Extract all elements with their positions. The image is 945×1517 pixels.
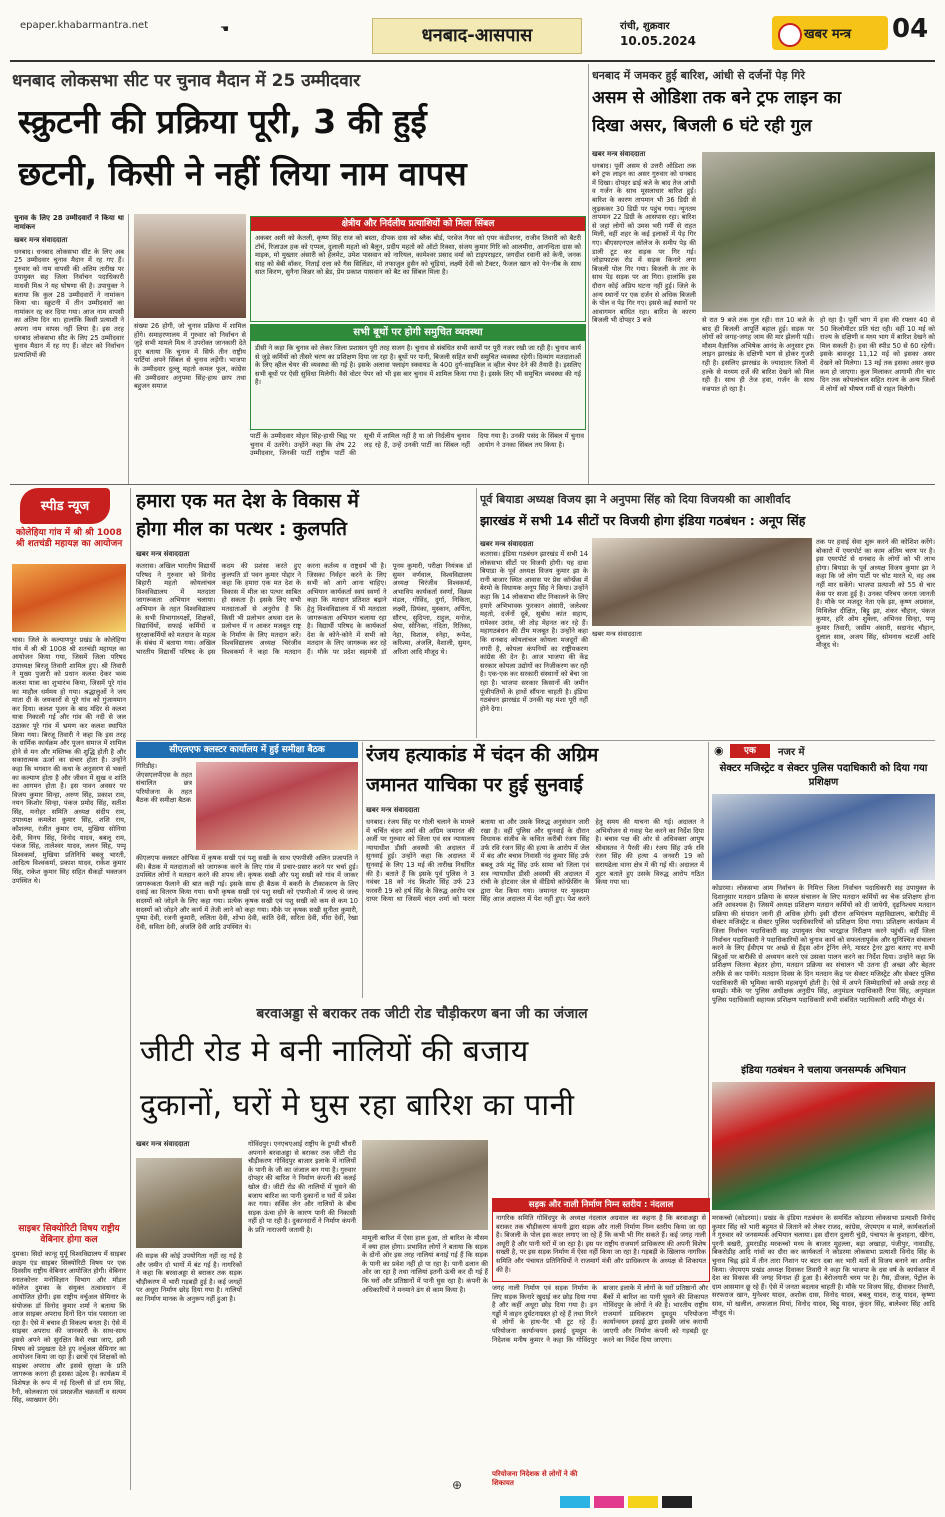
story1-headline-1: स्क्रुटनी की प्रक्रिया पूरी, 3 की हुई xyxy=(18,102,427,141)
story8-box2-title: परियोजना निदेशक से लोगों ने की शिकायत xyxy=(492,1470,578,1487)
eye-icon: ◉ xyxy=(714,744,724,757)
story2-reporter: खबर मन्त्र संवाददाता xyxy=(592,150,646,158)
swatch-cyan xyxy=(560,1496,590,1508)
brand-logo-icon xyxy=(778,23,802,47)
story-rain-trough xyxy=(592,64,935,484)
story4-text-b: तक पर हवाई सेवा शुरू करने की कोशिश करेंगे। बोकारो में एयरपोर्ट का काम अंतिम चरण पर है। इस एयरपोर्ट से धनबाद के लोगों को भी लाभ होगा। बियाडा के पूर्व अध्यक्ष विजय कुमार झा ने कहा कि जो लोग पार्टी पर चोट मारते थे, वह अब नहीं मार सकेंगे। भाजपा प्रत्याशी को 55 से चार केस पर सजा हुई है। उनका परिचय जनता जानती है। मौके पर मजदूर नेता एके झा, कृष्ण अग्रवाल, मिथिलेश दीक्षित, बिट्टू झा, शंकर चौहान, पंकज कुमार, हरि ओम शुक्ला, अभिनव सिन्हा, पप्पू कुमार तिवारी, जसीम अंसारी, सदानंद चौहान, दुलाल साव, अजय सिंह, सोमनाथ चटर्जी आदि मौजूद थे। xyxy=(816,538,935,650)
epaper-url[interactable]: epaper.khabarmantra.net xyxy=(20,20,149,31)
story1-text-b: संख्या 26 होगी, जो चुनाव प्रक्रिया में शामिल होंगे। समाहरणालय में गुरुवार को निर्वाचन से जुड़े सभी मामले मिश्र ने उपरोक्त जानकारी देते हुए बताया कि चुनाव में सिर्फ तीन राष्ट्रीय पार्टियां अपने सिंबल से चुनाव लड़ेंगी। भाजपा के उम्मीदवार दुल्लू महतो कमल फूल, कांग्रेस की उम्मीदवार अनुपमा सिंह-हाथ छाप तथा बहुजन समाज xyxy=(134,322,246,391)
booth-box-text: डीसी ने कहा कि चुनाव को लेकर जिला प्रशासन पूरी तरह सजग है। चुनाव से संबंधित सभी कार्यों पर पूरी नजर रखी जा रही है। चुनाव कार्य से जुड़े कर्मियों को तीसरे चरण का प्रशिक्षण दिया जा रहा है। बूथों पर पानी, बिजली सहित सभी समुचित व्यवस्था रहेगी। दिव्यांग मतदाताओं के लिए व्हील चेयर की व्यवस्था की गई है। इसके अलावा फ्लाइंग स्क्वायड के 400 दुर्ग-साइकिल व व्हील चेयर देने की तैयारी है। इसलिए सभी बूथों पर ऐसी सुविधा मिलेगी। वैसे वोटर पेपर को भी इस बार चुनाव में शामिल किया गया है। इसके लिए भी समुचित व्यवस्था की गई है। xyxy=(255,344,581,387)
story2-headline-1: असम से ओडिशा तक बने ट्रफ लाइन का xyxy=(592,88,842,108)
story2-col-c: हो रहा है। पूर्वी भाग में हवा की रफ्तार 40 से 50 किलोमीटर प्रति घंटा रही। वहीं 10 मई को राज्य के दक्षिणी व मध्य भाग में बारिश देखने को मिल सकती है। हवा की स्पीड 50 से 60 रहेगी। इसके बावजूद 11,12 मई को इसका असर देखने को मिलेगा। 13 मई तक इसका असर कुछ कम हो जाएगा। कुल मिलाकर आगामी तीन चार दिन तक कोयलांचल सहित राज्य के अन्य जिलों में लोगों को भीषण गर्मी से राहत मिलेगी। xyxy=(820,316,935,393)
story5-headline: सीएलएफ क्लस्टर कार्यालय में हुई समीक्षा बैठक xyxy=(136,742,358,758)
story2-headline-2: दिखा असर, बिजली 6 घंटे रही गुल xyxy=(592,116,812,136)
story5-text-b: कीएलएफ क्लस्टर ऑफिस में कृषक सखी एवं पशु सखी के साथ एफपीसी अलिन प्रजापति ने की। बैठक में मतदाताओं को जागरूक करने के लिए गांव में प्रचार-प्रसार करने पर चर्चा हुई। उपस्थित लोगों ने मतदान करने की शपथ ली। कृषक सखी और पशु सखी को गांव में जाकर जागरूकता फैलाने की बात कही गई। इसके साथ ही बैठक में बकरी के टीकाकरण के लिए दवाई का वितरण किया गया। सभी कृषक सखी एवं पशु सखी को एफपीओ में जल्द से जल्द सदस्यों को जोड़ने के लिए कहा गया। प्रत्येक कृषक सखी एवं पशु सखी को कम से कम 10 सदस्यों को जोड़ने और कार्य में तेजी लाने को कहा गया। मौके पर कृषक सखी सुनीता कुमारी, पुष्पा देवी, रजनी कुमारी, ललिता देवी, शोभा देवी, कांति देवी, सरिता देवी, मीरा देवी, रेखा देवी, सविता देवी, अंजलि देवी आदि उपस्थित थे। xyxy=(136,854,358,931)
story8-headline-1: जीटी रोड मे बनी नालियों की बजाय xyxy=(140,1034,529,1069)
story3-text: कतरास। अखिल भारतीय विद्यार्थी परिषद ने गुरुवार को विनोद बिहारी महतो कोयलांचल विश्वविद्यालय में मतदाता जागरूकता अभियान चलाया। अभियान के तहत विश्वविद्यालय के सभी विभागाध्यक्षों, शिक्षकों, विद्यार्थियों, सफाई कर्मियों व सुरक्षाकर्मियों को मतदान के महत्व के संबंध में बताया गया। अखिल भारतीय विद्यार्थी परिषद के इस कदम की प्रशंसा करते हुए कुलपति डॉ पवन कुमार पोद्दार ने कहा कि हमारा एक मत देश के विकास में मील का पत्थर साबित हो सकता है। इसके लिए सभी मतदाताओं से अनुरोध है कि किसी भी प्रलोभन अथवा दल के प्रलोभन में न आकर मजबूत राष्ट्र के निर्माण के लिए मतदान करें। विश्वविद्यालय अध्यक्ष चिरंजीव विश्वकर्मा ने कहा कि मतदान करना कर्तव्य व राष्ट्रधर्म भी है। जिसका निर्वहन करने के लिए सभी को आगे आना चाहिए। अभियान कार्यकर्ता स्वयं स्वर्णा ने कहा कि मतदान प्रतिशत बढ़ाने हेतु विश्वविद्यालय में भी मतदाता जागरूकता अभियान चलाया रहा है। विद्यार्थी परिषद के कार्यकर्ता देश के कोने-कोने में सभी को मतदान के लिए जागरूक कर रहे हैं। मौके पर प्रदेश सहमंत्री डॉ पूनम कुमारी, परीक्षा नियंत्रक डॉ सुमन वर्णवाल, विश्वविद्यालय अध्यक्ष चिरंजीव विश्वकर्मा, अभाविप कार्यकर्ता स्वर्णा, विक्रम मंडल, गोविंद, दुर्गा, निकिता, लक्ष्मी, प्रियंका, मुस्कान, अर्पिता, सौरभ, सुदिप्ता, राहुल, मनोज, श्रेया, सोनिका, नंदिता, रितिका, नेहा, विशाल, स्नेहा, रूपेश, करिश्मा, अंजलि, वैशाली, सुमन, अरिशा आदि मौजूद थे। xyxy=(136,562,472,656)
waterlogged-road-photo xyxy=(136,1158,242,1248)
cursor-icon: ☚ xyxy=(220,24,229,35)
story1-col-c: पार्टी के उम्मीदवार मोहन सिंह-हाथी चिह्न पर चुनाव में उतरेंगे। उन्होंने कहा कि शेष 22 उम्मीदवार, जिनकी पार्टी राष्ट्रीय पार्टी की सूची में शामिल नहीं है या जो निर्दलीय चुनाव लड़ रहे हैं, उन्हें उनकी पार्टी का सिंबल नहीं दिया गया है। उनकी पसंद के सिंबल में चुनाव आयोग ने उनका सिंबल तय किया है। xyxy=(250,432,584,458)
registration-mark-icon: ⊕ xyxy=(452,1478,463,1492)
story1-side-note: चुनाव के लिए 28 उम्मीदवारों ने किया था नामांकन xyxy=(14,214,124,231)
masthead xyxy=(0,0,945,62)
fallen-tree-photo xyxy=(702,152,935,312)
story4-headline: झारखंड में सभी 14 सीटों पर विजयी होगा इंडिया गठबंधन : अनूप सिंह xyxy=(480,513,806,528)
story5-text-a: गिरिडीह। जेएसएलपीएस के तहत संचालित छत्र परियोजना के तहत बैठक की समीक्षा बैठक xyxy=(136,762,192,805)
story7-text: मरकच्चो (कोडरमा)। प्रखंड के इंडिया गठबंधन के समर्थित कोडरमा लोकसभा प्रत्याशी विनोद कुमार सिंह को भारी बहुमत से जिताने को लेकर राजद, कांग्रेस, जेएमएम व माले, कार्यकर्ताओं ने गुरुवार को जनसम्पर्क अभियान चलाया। इस दौरान दुलारी चुंडी, पंचायत के कुशहना, खैरेना, पुरनी बखरी, डुमराडीह मरकच्चो मध्य के बाजार मुहल्ला, बड़ा अखाड़ा, पंजीपुर, नावाडीह, बिकरोडीह आदि गांवों का दौरा कर कार्यकर्ता ने कोडरमा लोकसभा प्रत्याशी विनोद सिंह के चुनाव चिह्न झंडे में तीन तारा निशान पर बटन दबा कर भारी मतों से विजय बनाने का अपील किया। जेएमएम प्रखंड अध्यक्ष दिवाकर तिवारी ने कहा कि भाजपा के दस वर्ष के कार्यकाल में देश का विकास की जगह विनाश ही हुआ है। बेरोजगारी चरम पर है। गैस, डीजल, पेट्रोल के दाम आसमान छू रहे हैं। ऐसे में जनता बदलाव चाहती है। मौके पर विजय सिंह, दीवाकर तिवारी, सरफराज खान, मुनेश्वर यादव, अशोक दास, विनोद यादव, बबलू यादव, राजू यादव, कृष्णा साव, मो खलील, अफजाल मियां, विनोद यादव, बिट्टू यादव, कुंदन सिंह, बालेश्वर सिंह आदि मौजूद थे। xyxy=(712,1214,935,1317)
ek-nazar-badge-2: नजर में xyxy=(778,747,805,758)
story1-col-a xyxy=(14,214,124,484)
story8-kicker: बरवाअड्डा से बराकर तक जीटी रोड चौड़ीकरण बना जी का जंजाल xyxy=(256,1006,588,1022)
symbols-box xyxy=(250,216,586,322)
story6-headline-1: रंजय हत्याकांड में चंदन की अग्रिम xyxy=(366,744,599,766)
swatch-black xyxy=(662,1496,692,1508)
ek-nazar-badge-1: एक xyxy=(730,744,770,758)
story8-text-b: मामूली बारिश में ऐसा हाल हुआ, तो बारिश के मौसम में क्या हाल होगा। प्रभावित लोगों ने बताया कि सड़क के दोनों ओर इस तरह नालियां बनाई गई हैं कि सड़क के पानी का प्रवेश नहीं हो पा रहा है। पानी ढलान की ओर जा रहा है तथा नालियां इतनी ऊंची कर दी गई हैं कि घरों और प्रतिष्ठानों में पानी घुस रहा है। कंपनी के अधिकारियों ने मनमाने ढंग से काम किया है। xyxy=(362,1234,488,1294)
story8-text-c: की सड़क की कोई उपयोगिता नहीं रह गई है और जमीन दो भागों में बंट गई है। नागरिकों ने कहा कि बरवाअड्डा से बराकर तक सड़क चौड़ीकरण में भारी गड़बड़ी हुई है। कई जगहों पर अधूरा निर्माण छोड़ दिया गया है। नालियों का निर्माण मानक के अनुरूप नहीं हुआ है। xyxy=(136,1252,242,1303)
speed-news-item1-text: चास। जिले के कल्याणपुर प्रखंड के कोलेहिया गांव में श्री श्री 1008 श्री शतचंडी महायज्ञ का आयोजन किया गया, जिसमें जिला परिषद उपाध्यक्ष बिरजू तिवारी शामिल हुए। श्री तिवारी ने मुख्य पुजारी को प्रधान कलश देकर भव्य कलश यात्रा का शुभारंभ किया, जिसमें पूरे गांव का माहौल धर्ममय हो गया। श्रद्धालुओं ने जय माता दी के जयकारों से पूरे गांव को गुंजायमान कर दिया। कलश पूजन के बाद मंदिर से कलश यात्रा निकाली गई और गांव की नदी से जल उठाकर पूरे गांव में भ्रमण कर कलश स्थापित किया गया। बिरजू तिवारी ने कहा कि इस तरह के धार्मिक कार्यक्रम और पूजन समाज में शामिल होने से मन और मस्तिष्क की शुद्धि होती है और सकारात्मक ऊर्जा का संचार होता है। उन्होंने कहा कि भगवान की कथा के अनुसरण से भक्तों का कल्याण होता है और जीवन में सुख व शांति का आगमन होता है। इस पावन अवसर पर विजय कुमार सिन्हा, अरुण सिंह, प्रकाश राम, नयन किशोर सिन्हा, पंकज प्रमोद सिंह, सतीश सिंह, मनोहर समिति अध्यक्ष संदीप राम, उपाध्यक्ष कमलेश कुमार सिंह, शशि राय, कौशल्या, रंजीत कुमार राम, मुखिया सोनिया देवी, विनय सिंह, विनोद यादव, बबलू राम, पंकज सिंह, तालेश्वर यादव, ललन सिंह, पप्पू विश्वकर्मा, मुखिया प्रतिनिधि बबलू भारती, आदित्य विश्वकर्मा, प्रकाश यादव, राकेश कुमार सिंह, राकेश कुमार सिंह सहित सैकड़ों भक्तजन उपस्थित थे। xyxy=(12,636,126,885)
ek-nazar-headline: सेक्टर मजिस्ट्रेट व सेक्टर पुलिस पदाधिकारी को दिया गया प्रशिक्षण xyxy=(719,763,928,788)
press-conference-photo xyxy=(592,538,812,626)
brand-name: खबर मन्त्र xyxy=(804,27,852,42)
ek-nazar-badge xyxy=(712,742,935,760)
story8-reporter: खबर मन्त्र संवाददाता xyxy=(136,1140,190,1148)
meeting-photo xyxy=(196,762,358,850)
section-title: धनबाद-आसपास xyxy=(421,25,533,46)
story8-text-a: गोविंदपुर। एनएचएआई राष्ट्रीय के टुण्डी चौधरी अपनाने बरवाअड्डा से बराकर तक जीटी रोड चौड़ीकरण गोविंदपुर बाजार इलाके में नालियों के पानी के जी का जंजाल बन गया है। गुरुवार दोपहर की बारिश ने निर्माण कंपनी की कलई खोल दी। जीटी रोड की नालियों में घुसने की बजाय बारिश का पानी दुकानों व घरों में प्रवेश कर गया। सर्विस लेन और नालियों के बीच सड़क ऊंचा होने के कारण पानी की निकासी नहीं हो पा रही है। दुकानदारों ने निर्माण कंपनी के प्रति नाराजगी जतायी है। xyxy=(248,1140,356,1234)
story-clf-meeting xyxy=(136,742,358,998)
story3-headline-2: होगा मील का पत्थर : कुलपति xyxy=(136,518,347,540)
ek-nazar-text: कोडरमा। लोकसभा आम निर्वाचन के निमित्त जिला निर्वाचन पदाधिकारी सह उपायुक्त के दिशानुसार मतदान प्रक्रिया के सफल संचालन के लिए मतदान कर्मियों का चेक प्रशिक्षण होना अति आवश्यक है। जिसमें अध्यक्ष प्रशिक्षण मतदान कर्मियों को दी जायेगी, दृढ़निश्चय मतदान प्रक्रिया की संपादन जानी ही अधिक होगी। इसी दौरान अभियंत्रण महाविद्यालय, बारीडीह में सेक्टर मजिस्ट्रेट व सेक्टर पुलिस पदाधिकारियों को प्रशिक्षण दिया गया। प्रशिक्षण कार्यक्रम में जिला निर्वाचन पदाधिकारी सह उपायुक्त मेघा भारद्वाज निरीक्षण करने पहुंचीं। वहीं जिला निर्वाचन पदाधिकारी ने पदाधिकारियों को चुनाव कार्य को सफलतापूर्वक और सुनिश्चित संचालन करने के लिए ईवीएम पर अच्छे से हैंड्स ऑन ट्रेनिंग लेने, मास्टर ट्रेनर द्वारा बताए गए सभी बिंदुओं पर बारीकी से अध्ययन करने एवं उसका पालन करने का निर्देश दिया। उन्होंने कहा कि प्रशिक्षण जितना बेहतर होगा, मतदान प्रक्रिया का संचालन भी उतना ही अच्छा और बेहतर तरीके से कर पायेंगे। मतदान दिवस के दिन मतदान केंद्र पर सेक्टर मजिस्ट्रेट और सेक्टर पुलिस पदाधिकारी की भूमिका काफी महत्वपूर्ण होती है। ऐसे में अपने जिम्मेदारियों को अच्छे तरह से समझें। मौके पर पुलिस अधीक्षक अनुदीप सिंह, अनुमंडल पदाधिकारी रिया सिंह, अनुमंडल पुलिस पदाधिकारी सहायक प्रशिक्षण पदाधिकारी सभी संबंधित पदाधिकारी आदि मौजूद थे। xyxy=(712,884,935,1004)
symbols-box-text: अकबर अली को केतली, कृष्ण सिंह राज को बस्ता, दीपक दास को ब्लैक बोर्ड, परवेज नैयर को एयर कंडीशनर, राजीव तिवारी को बैटरी टॉर्च, रिजाउल हक को एप्पल, दुलाली महतो को बैलून, प्रदीप महतो को ऑटो रिक्शा, संजय कुमार गिरि को आलमीरा, आनन्दिता दास को माइक, मो मुख्तार अंसारी को हेलमेट, उमेश पासवान को नारियल, कामेश्वर प्रसाद वर्मा को टाइपराइटर, जगदीश रवानी को केनी, जनक साह को बेबी वॉकर, निताई दत्ता को गैस सिलिंडर, मो तफाजुल हुसैन को चूड़ियां, लक्ष्मी देवी को टैक्टर, फैजल खान को पेन-नीब के साथ सात किरण, सुनैना किन्नर को ब्रेड, प्रेम प्रकाश पासवान को बैट का सिंबल मिला है। xyxy=(255,234,581,277)
story-ranjay-case xyxy=(366,742,704,998)
swatch-magenta xyxy=(594,1496,624,1508)
speed-news-item1-title: कोलेहिया गांव में श्री श्री 1008 श्री शतचंडी महायज्ञ का आयोजन xyxy=(15,528,123,549)
registration-strip xyxy=(560,1496,930,1510)
speed-news-badge xyxy=(20,488,110,524)
nandlal-box xyxy=(492,1198,710,1282)
story7-headline: इंडिया गठबंधन ने चलाया जनसम्पर्क अभियान xyxy=(741,1065,906,1076)
story-vote-kulpati xyxy=(136,488,472,738)
story-gt-road xyxy=(136,1000,708,1490)
story-india-alliance xyxy=(480,488,935,738)
story4-reporter: खबर मन्त्र संवाददाता xyxy=(480,540,534,548)
swatch-yellow xyxy=(628,1496,658,1508)
story2-col-a xyxy=(592,150,696,484)
story6-text: धनबाद। रंजय सिंह पर गोली चलाने के मामले में चर्चित चंदन शर्मा की अग्रिम जमानत की अर्जी पर गुरुवार को जिला एवं सत्र न्यायालय न्यायाधीश डीसी अवस्थी की अदालत में सुनवाई हुई। उन्होंने कहा कि अदालत में सुनवाई के लिए 13 मई की तारीख निर्धारित की है। बताते हैं कि इसके पूर्व पुलिस ने 3 नवंबर 18 को नंद किशोर सिंह उर्फ 23 फरवरी 19 को हर्ष सिंह के विरुद्ध आरोप पत्र दायर किया था जिसमें चंदन शर्मा को फरार बताया था और उसके विरुद्ध अनुसंधान जारी रखा है। वहीं पुलिस और सुनवाई के दौरान विधायक संजीव के कथित करीबी रंजय सिंह उर्फ रवि रंजन सिंह की हत्या के आरोप में जेल में बंद और बचाव निवासी नंद कुमार सिंह उर्फ बबलू उर्फ मंटू सिंह उर्फ सामा को जिला एवं सत्र न्यायाधीश डीसी अवस्थी की अदालत में रांची के होटवार जेल से वीडियो कॉन्फ्रेंसिंग के द्वारा पेश किया गया। जमानत पर मुकदमा सिंह आज अदालत में पेश नहीं हुए। पेश करने हेतु समय की याचना की गई। अदालत ने अभियोजन से गवाह पेश करने का निर्देश दिया है। बचाव पक्ष की ओर से अधिवक्ता आयुष श्रीवास्तव ने पैरवी की। रंजय सिंह उर्फ रवि रंजन सिंह की हत्या 4 जनवरी 19 को सरायढेला थाना क्षेत्र में की गई थी। अदालत में शूटर बताते हुए उसके विरुद्ध आरोप गठित किया गया था। xyxy=(366,818,704,904)
story4-reporter-note: खबर मन्त्र संवाददाता xyxy=(592,630,642,638)
speed-news-item2-text: दुमका। सिदो कान्हू मुर्मू विश्वविद्यालय में साइबर क्राइम एंड साइबर सिक्योरिटी विषय पर एक दिवसीय राष्ट्रीय वेबिनार आयोजित होगी। वेबिनार स्नातकोत्तर मनोविज्ञान विभाग और मॉडल कॉलेज दुमका के संयुक्त तत्वावधान में आयोजित होगी। इस राष्ट्रीय वर्चुअल सेमिनार के संयोजक डॉ विनोद कुमार शर्मा ने बताया कि आज साइबर अपराध दिनों दिन पांव पसारता जा रहा है। ऐसे में बचाव ही विकल्प बनता है। ऐसे में साइबर अपराध की जानकारी के साथ-साथ इससे अपने को सुरक्षित कैसे रखा जाए, इसी विषय को प्रमुखता देते हुए वर्चुअल सेमिनार का आयोजन किया जा रहा है। छात्रों एवं शिक्षकों को साइबर अपराध और इससे सुरक्षा के प्रति जागरूक करना ही इसका उद्देश्य है। कार्यक्रम में विशेषज्ञ के रूप में नई दिल्ली से डॉ राम सिंह, रैनी, कोलकाता एवं प्रसन्नजीत चक्रवर्ती व सत्यम सिंह, व्याख्यान देंगे। xyxy=(12,1250,126,1405)
nandlal-box-text: नागरिक समिति गोविंदपुर के अध्यक्ष नंदलाल अग्रवाल का कहना है कि बरवाअड्डा से बराकर तक चौड़ीकरण कंपनी द्वारा सड़क और नाली निर्माण निम्न स्तरीय किया जा रहा है। बिजली के पोल इस कदर लगाए जा रहे हैं कि कभी भी गिर सकते हैं। कई जगह नाली अधूरी है और पानी घरों में जा रहा है। इस पर राष्ट्रीय राजमार्ग प्राधिकरण की अपनी विशेष सख्ती है, पर इस सड़क निर्माण में ऐसा नहीं किया जा रहा है। गड़बड़ी के खिलाफ नागरिक समिति और पंचायत प्रतिनिधियों ने राजमार्ग मंत्री और प्राधिकरण के अध्यक्ष से शिकायत की है। xyxy=(496,1214,706,1274)
campaign-photo xyxy=(712,1082,935,1210)
brand-block xyxy=(772,16,888,50)
story4-text-a-cont xyxy=(592,630,812,738)
place-day: रांची, शुक्रवार xyxy=(620,21,670,32)
story2-text-a: धनबाद। पूर्वी असम से उत्तरी ओडिशा तक बने ट्रफ लाइन का असर गुरुवार को धनबाद में दिखा। दोपहर ढाई बजे के बाद तेज आंधी व गर्जन के साथ मूसलाधार बारिश हुई। बारिश के कारण तापमान भी 36 डिग्री से लुढ़ककर 30 डिग्री पर पहुंच गया। न्यूनतम तापमान 22 डिग्री के आसपास रहा। बारिश से जहां लोगों को उमस भरी गर्मी से राहत मिली, वहीं शहर के कई इलाकों में पेड़ गिर गए। बीएसएनएल कॉलेज के समीप पेड़ की डाली टूट कर सड़क पर गिर गई। जोड़ाफाटक रोड में सड़क किनारे लगा बिजली पोल गिर गया। बिजली के तार के साथ पेड़ सड़क पर आ गिरा। हालांकि इस दौरान कोई अप्रिय घटना नहीं हुई। जिले के अन्य स्थानों पर एक दर्जन से अधिक बिजली के पोल व पेड़ गिर गए। इससे कई स्थानों पर आवागमन बाधित रहा। बारिश के कारण बिजली भी दोपहर 3 बजे xyxy=(592,161,696,325)
story1-text-a: धनबाद। धनबाद लोकसभा सीट के लिए अब 25 उम्मीदवार चुनाव मैदान में रह गए हैं। गुरुवार को नाम वापसी की अंतिम तारीख पर उपायुक्त सह जिला निर्वाचन पदाधिकारी माधवी मिश्र ने यह घोषणा की है। उपायुक्त ने बताया कि कुल 28 उम्मीदवारों ने नामांकन किया था। स्क्रुटनी में तीन उम्मीदवारों का नामांकन रद्द कर दिया गया। आज नाम वापसी का अंतिम दिन था। हालांकि किसी प्रत्याशी ने अपना नाम वापस नहीं लिया है। इस तरह धनबाद लोकसभा सीट के लिए 25 उम्मीदवार चुनाव मैदान में रह गए हैं। वोटर को निर्वाचन प्रत्याशियों की xyxy=(14,247,124,359)
story1-reporter: खबर मन्त्र संवाददाता xyxy=(14,236,68,244)
symbols-box-title: क्षेत्रीय और निर्दलीय प्रत्याशियों को मिला सिंबल xyxy=(251,217,585,231)
story3-reporter: खबर मन्त्र संवाददाता xyxy=(136,550,190,558)
speed-news-label: स्पीड न्यूज xyxy=(40,499,90,514)
story8-headline-2: दुकानों, घरों मे घुस रहा बारिश का पानी xyxy=(140,1088,575,1123)
drain-photo xyxy=(362,1140,488,1230)
ek-nazar-column xyxy=(712,742,935,1062)
story4-text-a: कतरास। इंडिया गठबंधन झारखंड में सभी 14 लोकसभा सीटों पर विजयी होगी। यह दावा बियाडा के पूर्व अध्यक्ष विजय कुमार झा के रानी बाजार स्थित आवास पर प्रेस कॉन्फ्रेंस में बेरमो के विधायक अनूप सिंह ने किया। उन्होंने कहा कि 14 लोकसभा सीट निकालने के लिए हमारे अभिभावक फुरकान अंसारी, जलेश्वर महतो, दर्जनों दूबे, सुबोध कांत सहाय, रामेश्वर उरांव, जी तोड़ मेहनत कर रहे हैं। महागठबंधन की टीम मजबूत है। उन्होंने कहा कि धनबाद कोयलांचल कोयला मजदूरों की नगरी है, कोयला कंपनियों का राष्ट्रीयकरण कांग्रेस की देन है। आज भाजपा की केंद्र सरकार कोयला उद्योगों का निजीकरण कर रही है। एक-एक कर सरकारी संस्थानों को बेचा जा रहा है। भाजपा सरकार किसानों की जमीन पूंजीपतियों के हाथों सौंपना चाहती है। इंडिया गठबंधन झारखंड में उनकी यह मंशा पूरी नहीं होने देगा। xyxy=(480,550,588,713)
story6-reporter: खबर मन्त्र संवाददाता xyxy=(366,806,420,814)
story1-headline-2: छटनी, किसी ने नहीं लिया नाम वापस xyxy=(18,154,467,193)
story-india-campaign xyxy=(712,1064,935,1490)
story1-col-b xyxy=(134,322,246,484)
story2-col-b: से रात 9 बजे तक गुल रही। रात 10 बजे के बाद ही बिजली आपूर्ति बहाल हुई। सड़क पर लोगों को जगह-जगह जाम की मार झेलनी पड़ी। मौसम वैज्ञानिक अभिषेक आनंद के अनुसार ट्रफ लाइन झारखंड के दक्षिणी भाग से होकर गुजरी रही है। इसलिए झारखंड के ज्यादातर जिलों में हल्के से मध्यम दर्जे की बारिश देखने को मिल रही है। साथ ही तेज हवा, गर्जन के साथ वज्रपात हो रहा है। xyxy=(702,316,814,393)
story-election-scrutiny xyxy=(12,64,584,484)
issue-date: 10.05.2024 xyxy=(620,34,696,48)
story4-kicker: पूर्व बियाडा अध्यक्ष विजय झा ने अनुपमा सिंह को दिया विजयश्री का आशीर्वाद xyxy=(480,493,791,506)
story3-headline-1: हमारा एक मत देश के विकास में xyxy=(136,490,359,512)
speed-news-column xyxy=(12,488,126,1490)
booth-box-title: सभी बूथों पर होगी समुचित व्यवस्था xyxy=(251,325,585,341)
story2-kicker: धनबाद में जमकर हुई बारिश, आंधी से दर्जनों पेड़ गिरे xyxy=(592,69,805,82)
speed-news-item2-title: साइबर सिक्योरिटी विषय राष्ट्रीय वेबिनार होगा कल xyxy=(18,1224,120,1245)
story8-text-d: जगह नाली निर्माण एवं सड़क निर्माण के लिए सड़क किनारे खुदाई कर छोड़ दिया गया है और कहीं अधूरा छोड़ दिया गया है। इन गड्ढों में वाहन दुर्घटनाग्रस्त हो रहे हैं तथा गिरने से लोगों के हाथ-पैर भी टूट रहे हैं। परियोजना कार्यान्वयन इकाई दुमदुम के निदेशक मनीष कुमार ने कहा कि गोविंदपुर बाजार इलाके में लोगों के घरों प्रतिष्ठानों और बैंकों में बारिश का पानी घुसने की शिकायत गोविंदपुर के लोगों ने की है। भारतीय राष्ट्रीय राजमार्ग प्राधिकरण दुमदुम परियोजना कार्यान्वयन इकाई द्वारा इसकी जांच करायी जाएगी और निर्माण कंपनी को गड़बड़ी दूर करने का निर्देश दिया जाएगा। xyxy=(492,1284,708,1344)
training-photo xyxy=(712,794,935,880)
yagya-photo xyxy=(12,564,126,632)
page-number: 04 xyxy=(892,14,929,44)
booth-box xyxy=(250,324,586,430)
nandlal-box-title: सड़क और नाली निर्माण निम्न स्तरीय : नंदलाल xyxy=(493,1199,709,1212)
story1-kicker: धनबाद लोकसभा सीट पर चुनाव मैदान में 25 उम्मीदवार xyxy=(12,71,361,91)
story6-headline-2: जमानत याचिका पर हुई सुनवाई xyxy=(366,774,583,796)
section-label xyxy=(372,18,582,54)
candidate-photo xyxy=(134,214,246,318)
